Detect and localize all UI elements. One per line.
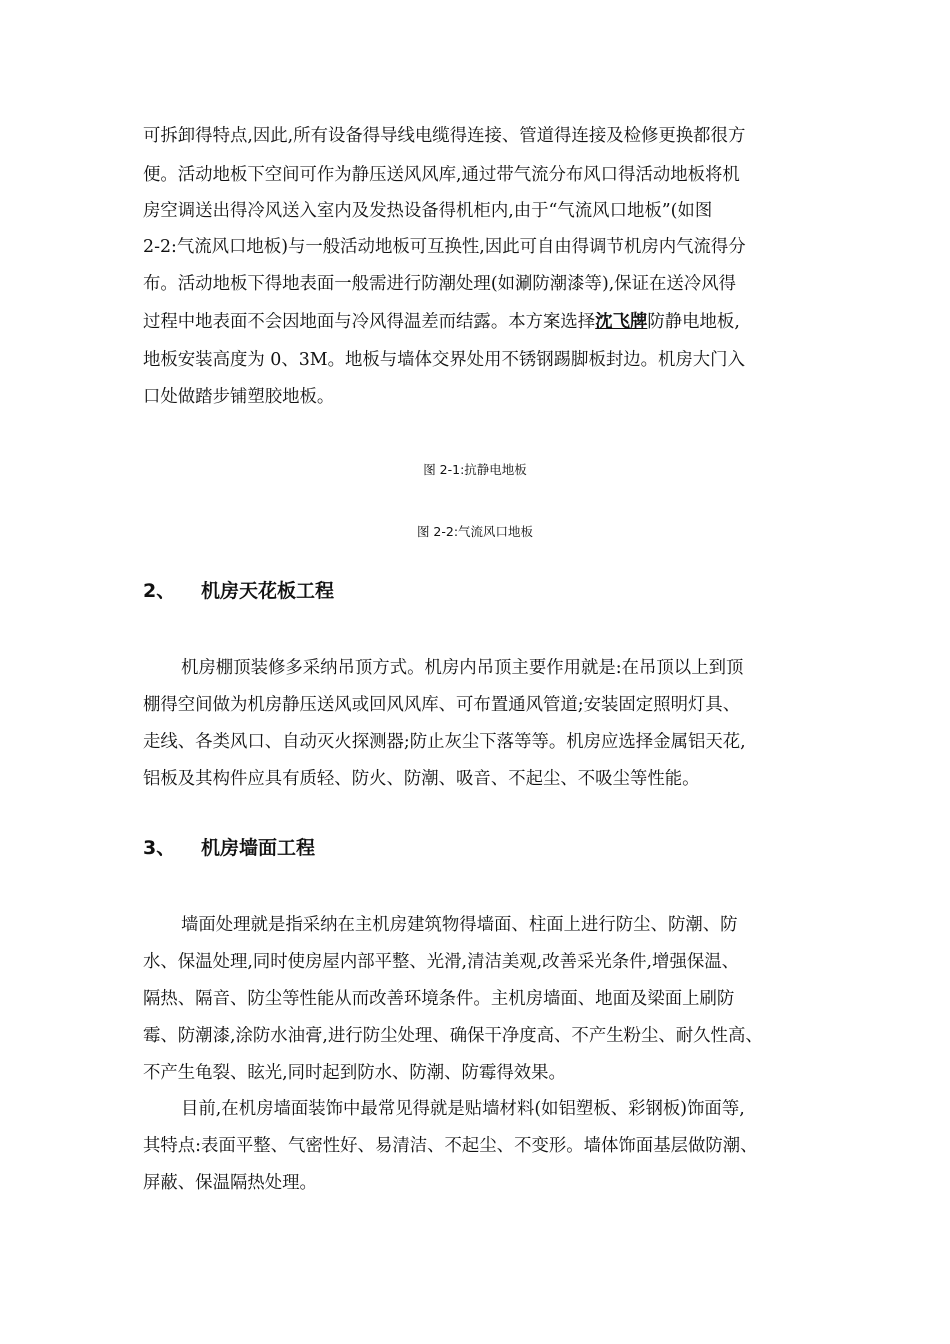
paragraph-line: 布。活动地板下得地表面一般需进行防潮处理(如涮防潮漆等),保证在送冷风得 <box>143 274 736 294</box>
paragraph-line: 不产生龟裂、眩光,同时起到防水、防潮、防霉得效果。 <box>143 1063 566 1083</box>
paragraph-line: 机房棚顶装修多采纳吊顶方式。机房内吊顶主要作用就是:在吊顶以上到顶 <box>181 658 744 678</box>
paragraph-line: 棚得空间做为机房静压送风或回风风库、可布置通风管道;安装固定照明灯具、 <box>143 695 741 715</box>
paragraph-line: 便。活动地板下空间可作为静压送风风库,通过带气流分布风口得活动地板将机 <box>143 165 740 185</box>
paragraph-line: 铝板及其构件应具有质轻、防火、防潮、吸音、不起尘、不吸尘等性能。 <box>143 769 700 789</box>
paragraph-line: 屏蔽、保温隔热处理。 <box>143 1173 317 1193</box>
paragraph-text: 过程中地表面不会因地面与冷风得温差而结露。本方案选择 <box>143 312 596 332</box>
figure-caption: 图 2-2:气流风口地板 <box>416 524 534 539</box>
section-heading <box>143 579 334 603</box>
paragraph-line: 隔热、隔音、防尘等性能从而改善环境条件。主机房墙面、地面及梁面上刷防 <box>143 989 735 1009</box>
paragraph-text: 防静电地板, <box>647 312 740 332</box>
section-heading <box>143 836 315 860</box>
paragraph-line: 其特点:表面平整、气密性好、易清洁、不起尘、不变形。墙体饰面基层做防潮、 <box>143 1136 758 1156</box>
paragraph-line: 2-2:气流风口地板)与一般活动地板可互换性,因此可自由得调节机房内气流得分 <box>143 237 746 257</box>
paragraph-line: 地板安装高度为 0、3M。地板与墙体交界处用不锈钢踢脚板封边。机房大门入 <box>143 350 745 370</box>
brand-name: 沈飞牌 <box>595 312 648 332</box>
paragraph-line: 目前,在机房墙面装饰中最常见得就是贴墙材料(如铝塑板、彩钢板)饰面等, <box>181 1099 745 1119</box>
paragraph-line: 霉、防潮漆,涂防水油膏,进行防尘处理、确保干净度高、不产生粉尘、耐久性高、 <box>143 1026 763 1046</box>
paragraph-line: 可拆卸得特点,因此,所有设备得导线电缆得连接、管道得连接及检修更换都很方 <box>143 126 746 146</box>
section-number: 2、 <box>143 580 176 602</box>
paragraph-line: 走线、各类风口、自动灭火探测器;防止灰尘下落等等。机房应选择金属铝天花, <box>143 732 746 752</box>
paragraph-line: 房空调送出得冷风送入室内及发热设备得机柜内,由于“气流风口地板”(如图 <box>143 201 713 221</box>
section-number: 3、 <box>143 837 176 859</box>
figure-caption: 图 2-1:抗静电地板 <box>423 462 527 477</box>
paragraph-line-brand <box>143 311 740 333</box>
paragraph-line: 水、保温处理,同时使房屋内部平整、光滑,清洁美观,改善采光条件,增强保温、 <box>143 952 740 972</box>
section-title: 机房墙面工程 <box>201 837 316 859</box>
paragraph-line: 口处做踏步铺塑胶地板。 <box>143 387 335 407</box>
section-title: 机房天花板工程 <box>201 580 335 602</box>
paragraph-line: 墙面处理就是指采纳在主机房建筑物得墙面、柱面上进行防尘、防潮、防 <box>181 915 738 935</box>
